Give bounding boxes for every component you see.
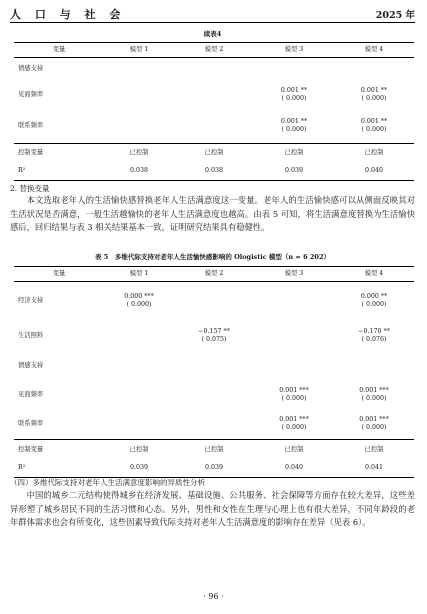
- standard-error: ( 0.000): [361, 300, 387, 308]
- coefficient: 0.001 **: [280, 86, 308, 94]
- table5-col-model2: 模型 2: [174, 267, 254, 282]
- table-cell: 已控制: [254, 144, 334, 163]
- table-cell: [334, 282, 414, 320]
- row-label: 见面频率: [18, 390, 44, 398]
- table-cell: [104, 282, 174, 320]
- control-row: [14, 144, 414, 163]
- table-row: [14, 80, 414, 110]
- coefficient: 0.001 **: [360, 86, 388, 94]
- paragraph-text: 本文选取老年人的生活愉快感替换老年人生活满意度这一变量。老年人的生活愉快感可以从侧面反映其对生活状况是否满意，一般生活越愉快的老年人生活满意度也越高。由表 5 可知，将生活满意度替换为生活愉快感后，回归结果与表 3 相关结果基本一致，证明研究结果具有稳健性。: [10, 195, 415, 233]
- table-cell: [254, 110, 334, 144]
- section-paragraph: [10, 489, 415, 530]
- table-cell: 已控制: [334, 440, 414, 460]
- table-cell: 已控制: [104, 440, 174, 460]
- table4-col-model3: 模型 3: [254, 43, 334, 58]
- header-rule: [10, 22, 415, 23]
- coefficient: −0.170 **: [358, 327, 390, 335]
- standard-error: ( 0.000): [361, 394, 387, 402]
- row-label: 经济支持: [18, 296, 44, 304]
- standard-error: ( 0.000): [361, 126, 387, 134]
- table5: [14, 266, 414, 478]
- coefficient: 0.001 **: [280, 118, 308, 126]
- table4-caption: 续表4: [203, 30, 222, 38]
- table-cell: [334, 380, 414, 410]
- coefficient: 0.001 **: [360, 118, 388, 126]
- table-cell: 已控制: [174, 440, 254, 460]
- table5-col-model4: 模型 4: [334, 267, 414, 282]
- table-row: [14, 352, 414, 380]
- table-cell: 0.039: [174, 460, 254, 478]
- table-cell: [254, 80, 334, 110]
- standard-error: ( 0.000): [281, 424, 307, 432]
- standard-error: ( 0.075): [201, 335, 227, 343]
- standard-error: ( 0.000): [361, 94, 387, 102]
- row-label: R²: [14, 460, 104, 478]
- table-row: [14, 58, 414, 80]
- row-label: 联系频率: [18, 420, 44, 428]
- table-cell: [334, 110, 414, 144]
- table-row: [14, 380, 414, 410]
- control-row: [14, 440, 414, 460]
- row-label: 控制变量: [14, 440, 104, 460]
- section-heading: 2. 替换变量: [10, 184, 50, 193]
- table4-col-model4: 模型 4: [334, 43, 414, 58]
- table4-col-variable: 变量: [14, 43, 104, 58]
- table4-col-model1: 模型 1: [104, 43, 174, 58]
- table-row: [14, 110, 414, 144]
- coefficient: 0.001 ***: [359, 386, 389, 394]
- table4-col-model2: 模型 2: [174, 43, 254, 58]
- coefficient: 0.000 ***: [124, 292, 154, 300]
- row-label: 联系频率: [18, 122, 44, 130]
- table5-caption: 表 5 多维代际支持对老年人生活愉快感影响的 Ologistic 模型（n = 6 202）: [95, 253, 330, 261]
- paragraph-text: 中国的城乡二元结构使得城乡在经济发展、基础设施、公共服务、社会保障等方面存在较大差异，这些差异形塑了城乡居民不同的生活习惯和心态。另外，男性和女性在生理与心理上也有很大差异，不同年龄段的老年群体需求也会有所变化，这些因素导致代际支持对老年人生活满意度的影响存在差异（见表 6）。: [10, 490, 415, 528]
- table5-header-row: [14, 267, 414, 282]
- table-cell: 0.040: [334, 163, 414, 181]
- standard-error: ( 0.000): [281, 126, 307, 134]
- running-header: [10, 6, 415, 22]
- standard-error: ( 0.000): [361, 424, 387, 432]
- table-cell: 已控制: [254, 440, 334, 460]
- table-cell: [334, 80, 414, 110]
- r2-row: [14, 163, 414, 181]
- table-row: [14, 282, 414, 320]
- row-label: 情感支持: [18, 361, 44, 369]
- row-label: 生活照料: [18, 331, 44, 339]
- row-label: 情感支持: [18, 64, 44, 72]
- table-cell: 已控制: [104, 144, 174, 163]
- table-cell: 0.039: [104, 460, 174, 478]
- table-cell: 0.039: [254, 163, 334, 181]
- row-label: 控制变量: [14, 144, 104, 163]
- coefficient: 0.001 ***: [279, 416, 309, 424]
- table4-header-row: [14, 43, 414, 58]
- page-number: · 96 ·: [203, 592, 224, 601]
- coefficient: 0.001 ***: [359, 416, 389, 424]
- table-cell: [334, 320, 414, 352]
- coefficient: 0.000 **: [360, 292, 388, 300]
- table-cell: [334, 410, 414, 440]
- table-cell: 已控制: [174, 144, 254, 163]
- table-cell: [254, 410, 334, 440]
- journal-year: 2025 年: [375, 10, 415, 21]
- standard-error: ( 0.076): [361, 335, 387, 343]
- coefficient: −0.157 **: [198, 327, 230, 335]
- table-row: [14, 410, 414, 440]
- standard-error: ( 0.000): [281, 394, 307, 402]
- journal-title: 人 口 与 社 会: [10, 8, 126, 21]
- table-cell: [254, 380, 334, 410]
- row-label: R²: [14, 163, 104, 181]
- table5-col-model1: 模型 1: [104, 267, 174, 282]
- r2-row: [14, 460, 414, 478]
- table4: [14, 42, 414, 181]
- standard-error: ( 0.000): [126, 300, 152, 308]
- table5-col-model3: 模型 3: [254, 267, 334, 282]
- row-label: 见面频率: [18, 90, 44, 98]
- table5-col-variable: 变量: [14, 267, 104, 282]
- standard-error: ( 0.000): [281, 94, 307, 102]
- table-cell: 0.038: [104, 163, 174, 181]
- table-cell: 0.038: [174, 163, 254, 181]
- table-cell: 已控制: [334, 144, 414, 163]
- table-row: [14, 320, 414, 352]
- table-cell: 0.041: [334, 460, 414, 478]
- section-heading: （四）多维代际支持对老年人生活满意度影响的异质性分析: [10, 478, 205, 487]
- table-cell: [174, 320, 254, 352]
- coefficient: 0.001 ***: [279, 386, 309, 394]
- table-cell: 0.040: [254, 460, 334, 478]
- section-paragraph: [10, 194, 415, 235]
